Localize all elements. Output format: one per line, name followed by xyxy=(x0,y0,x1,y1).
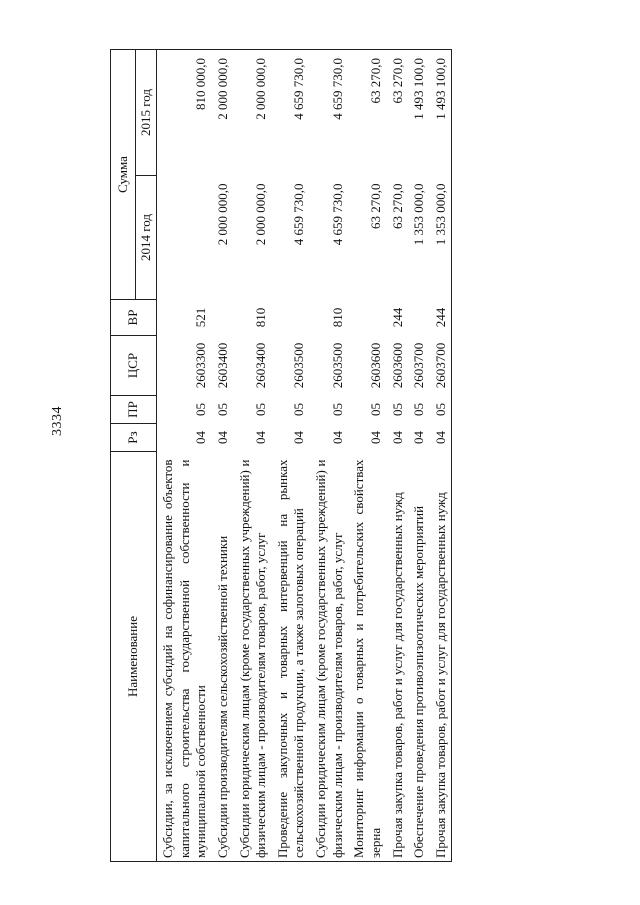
row-csr: 2603400 xyxy=(253,342,269,389)
row-pr: 05 xyxy=(411,403,427,416)
row-rz: 04 xyxy=(329,431,345,444)
table-row xyxy=(310,50,348,862)
table-row xyxy=(348,50,386,862)
row-pr: 05 xyxy=(193,403,209,416)
row-vr: 810 xyxy=(329,307,345,328)
row-sum-2014: 1 353 000,0 xyxy=(430,176,452,300)
row-sum-2015: 810 000,0 xyxy=(157,50,212,176)
row-vr: 521 xyxy=(193,307,209,328)
row-csr: 2603700 xyxy=(411,342,427,389)
row-name: Прочая закупка товаров, работ и услуг для государственных нужд xyxy=(387,452,409,862)
row-rz: 04 xyxy=(193,431,209,444)
row-csr: 2603600 xyxy=(389,342,405,389)
row-csr: 2603500 xyxy=(329,342,345,389)
row-pr: 05 xyxy=(329,403,345,416)
row-name: Прочая закупка товаров, работ и услуг для государственных нужд xyxy=(430,452,452,862)
row-rz: 04 xyxy=(430,424,452,452)
header-year-2014: 2014 год xyxy=(136,176,157,300)
row-sum-2014 xyxy=(157,176,212,300)
row-name: Мониторинг информации о товарных и потребительских свойствах зерна xyxy=(348,452,386,862)
row-name: Субсидии производителям сельскохозяйственной техники xyxy=(212,452,234,862)
row-vr xyxy=(212,300,234,336)
page-number: 3334 xyxy=(50,406,65,436)
row-name: Субсидии юридическим лицам (кроме государственных учреждений) и физическим лицам - производителям товаров, работ, услуг xyxy=(234,452,272,862)
table-row xyxy=(272,50,310,862)
row-pr: 05 xyxy=(253,403,269,416)
row-rz: 04 xyxy=(389,431,405,444)
row-sum-2015: 1 493 100,0 xyxy=(430,50,452,176)
header-rz: Рз xyxy=(111,424,157,452)
rotated-page-content xyxy=(110,50,452,862)
row-rz: 04 xyxy=(411,431,427,444)
header-csr: ЦСР xyxy=(111,336,157,396)
header-vr: ВР xyxy=(111,300,157,336)
row-vr: 244 xyxy=(389,307,405,328)
table-row xyxy=(387,50,409,862)
row-pr: 05 xyxy=(291,403,307,416)
row-name: Субсидии, за исключением субсидий на софинансирование объектов капитального строительства государственной собственности и муниципальной собственности xyxy=(157,452,212,862)
header-sum: Сумма xyxy=(111,50,136,300)
row-sum-2014: 1 353 000,0 xyxy=(411,183,427,246)
row-name: Проведение закупочных и товарных интервенций на рынках сельскохозяйственной продукции, а также залоговых операций xyxy=(272,452,310,862)
row-sum-2014: 4 659 730,0 xyxy=(329,183,345,246)
row-vr: 810 xyxy=(253,307,269,328)
row-sum-2014: 4 659 730,0 xyxy=(291,183,307,246)
row-rz: 04 xyxy=(214,431,230,444)
header-year-2015: 2015 год xyxy=(136,50,157,176)
row-name: Субсидии юридическим лицам (кроме государственных учреждений) и физическим лицам - производителям товаров, работ, услуг xyxy=(310,452,348,862)
row-name: Обеспечение проведения противоэпизоотических мероприятий xyxy=(408,452,430,862)
row-pr: 05 xyxy=(367,403,383,416)
row-vr xyxy=(408,300,430,336)
row-sum-2015: 63 270,0 xyxy=(348,50,386,176)
row-pr: 05 xyxy=(389,403,405,416)
row-sum-2015: 2 000 000,0 xyxy=(234,50,272,176)
table-row xyxy=(408,50,430,862)
table-header xyxy=(111,50,157,862)
row-csr: 2603600 xyxy=(367,342,383,389)
row-csr: 2603500 xyxy=(291,342,307,389)
row-csr: 2603400 xyxy=(214,342,230,389)
row-sum-2014: 2 000 000,0 xyxy=(214,183,230,246)
row-sum-2015: 4 659 730,0 xyxy=(272,50,310,176)
row-sum-2014: 63 270,0 xyxy=(367,183,383,229)
row-sum-2015: 1 493 100,0 xyxy=(408,50,430,176)
row-vr: 244 xyxy=(430,300,452,336)
row-sum-2015: 2 000 000,0 xyxy=(212,50,234,176)
row-sum-2015: 4 659 730,0 xyxy=(310,50,348,176)
budget-table xyxy=(110,49,452,862)
row-rz: 04 xyxy=(253,431,269,444)
row-sum-2014: 63 270,0 xyxy=(389,183,405,229)
row-vr xyxy=(348,300,386,336)
header-pr: ПР xyxy=(111,396,157,424)
table-row xyxy=(234,50,272,862)
row-pr: 05 xyxy=(430,396,452,424)
row-csr: 2603700 xyxy=(430,336,452,396)
header-name: Наименование xyxy=(111,452,157,862)
table-row xyxy=(157,50,212,862)
table-row xyxy=(430,50,452,862)
row-rz: 04 xyxy=(291,431,307,444)
row-rz: 04 xyxy=(367,431,383,444)
table-row xyxy=(212,50,234,862)
table-body xyxy=(157,50,452,862)
row-csr: 2603300 xyxy=(193,342,209,389)
row-vr xyxy=(272,300,310,336)
row-sum-2015: 63 270,0 xyxy=(387,50,409,176)
row-pr: 05 xyxy=(214,403,230,416)
row-sum-2014: 2 000 000,0 xyxy=(253,183,269,246)
